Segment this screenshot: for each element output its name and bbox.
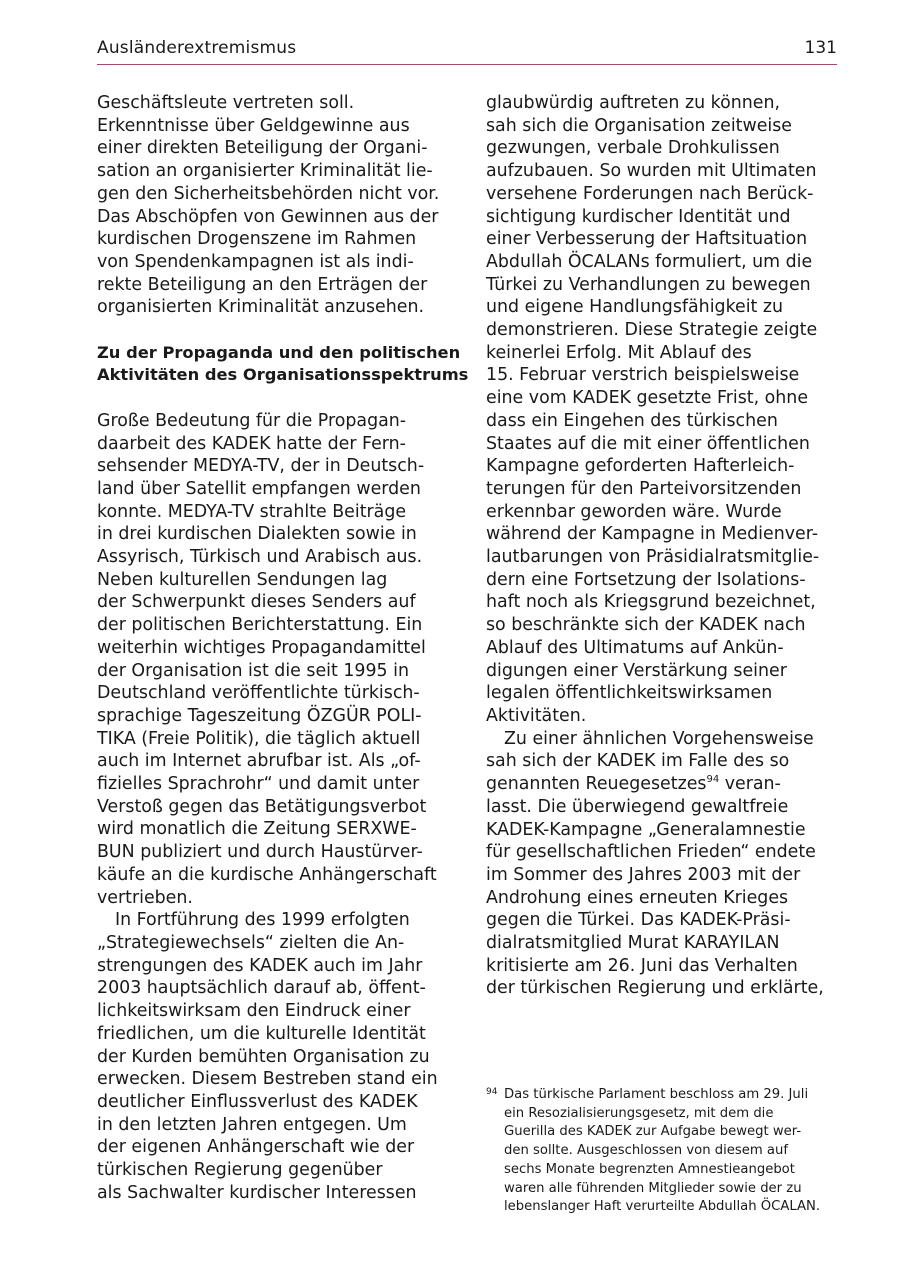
text-line: kurdischen Drogenszene im Rahmen — [97, 229, 417, 250]
text-line: KADEK-Kampagne „Generalamnestie — [486, 819, 806, 840]
footnote-line: Das türkische Parlament beschloss am 29. Juli — [504, 1087, 809, 1102]
text-line: von Spendenkampagnen ist als indi- — [97, 251, 414, 272]
text-line: als Sachwalter kurdischer Interessen — [97, 1182, 417, 1203]
text-line: sichtigung kurdischer Identität und — [486, 206, 791, 227]
text-line: erkennbar geworden wäre. Wurde — [486, 501, 782, 522]
text-line: der Kurden bemühten Organisation zu — [97, 1046, 430, 1067]
paragraph-ultimatums — [486, 92, 836, 728]
text-line: der türkischen Regierung und erklärte, — [486, 978, 824, 999]
text-line: organisierten Kriminalität anzusehen. — [97, 297, 425, 318]
text-line: Assyrisch, Türkisch und Arabisch aus. — [97, 547, 423, 568]
text-line: Neben kulturellen Sendungen lag — [97, 569, 388, 590]
text-line: legalen öffentlichkeitswirksamen — [486, 683, 773, 704]
text-line: im Sommer des Jahres 2003 mit der — [486, 864, 801, 885]
text-line: käufe an die kurdische Anhängerschaft — [97, 864, 437, 885]
text-line: so beschränkte sich der KADEK nach — [486, 615, 806, 636]
text-line: friedlichen, um die kulturelle Identität — [97, 1023, 426, 1044]
text-line: in drei kurdischen Dialekten sowie in — [97, 524, 417, 545]
text-line: Das Abschöpfen von Gewinnen aus der — [97, 206, 439, 227]
right-column — [486, 92, 836, 1000]
text-line: terungen für den Parteivorsitzenden — [486, 478, 802, 499]
text-line: sah sich die Organisation zeitweise — [486, 115, 793, 136]
text-line: dass ein Eingehen des türkischen — [486, 410, 778, 431]
text-line-with-footnote — [486, 773, 836, 796]
text-line: dern eine Fortsetzung der Isolations- — [486, 569, 806, 590]
footnote-line: lebenslanger Haft verurteilte Abdullah ÖCALAN. — [504, 1199, 821, 1215]
text-line: strengungen des KADEK auch im Jahr — [97, 955, 423, 976]
footnote-number: 94 — [486, 1087, 498, 1097]
text-line: vertrieben. — [97, 887, 193, 908]
text-line: „Strategiewechsels“ zielten die An- — [97, 932, 405, 953]
footnote-line: Guerilla des KADEK zur Aufgabe bewegt wer- — [504, 1124, 802, 1140]
paragraph-propaganda — [97, 410, 447, 909]
text-line: türkischen Regierung gegenüber — [97, 1160, 383, 1181]
paragraph-repentance-law — [486, 728, 836, 1000]
text-line: TIKA (Freie Politik), die täglich aktuell — [97, 728, 421, 749]
text-line: haft noch als Kriegsgrund bezeichnet, — [486, 592, 816, 613]
text-line: Zu einer ähnlichen Vorgehensweise — [504, 728, 814, 749]
heading-line: Zu der Propaganda und den politischen — [97, 342, 461, 362]
left-column — [97, 92, 469, 1204]
text-line: In Fortführung des 1999 erfolgten — [115, 910, 410, 931]
text-line: einer Verbesserung der Haftsituation — [486, 229, 808, 250]
text-line: Staates auf die mit einer öffentlichen — [486, 433, 810, 454]
footnote-line: sechs Monate begrenzten Amnestieangebot — [504, 1161, 795, 1177]
text-line: deutlicher Einflussverlust des KADEK — [97, 1091, 418, 1112]
text-line: der eigenen Anhängerschaft wie der — [97, 1137, 415, 1158]
paragraph-strategy-change — [97, 909, 447, 1204]
text-line: gen den Sicherheitsbehörden nicht vor. — [97, 183, 440, 204]
text-line: der Schwerpunkt dieses Senders auf — [97, 592, 416, 613]
text-line: versehene Forderungen nach Berück- — [486, 183, 814, 204]
text-line: keinerlei Erfolg. Mit Ablauf des — [486, 342, 752, 363]
text-line: in den letzten Jahren entgegen. Um — [97, 1114, 407, 1135]
text-line: sprachige Tageszeitung ÖZGÜR POLI- — [97, 705, 422, 726]
text-line: für gesellschaftlichen Frieden“ endete — [486, 842, 816, 863]
page-number: 131 — [804, 38, 837, 58]
paragraph-spacer — [97, 319, 447, 342]
text-line: land über Satellit empfangen werden — [97, 478, 421, 499]
text-line: Kampagne geforderten Hafterleich- — [486, 456, 795, 477]
text-line: lautbarungen von Präsidialratsmitglie- — [486, 547, 820, 568]
text-line: Erkenntnisse über Geldgewinne aus — [97, 115, 410, 136]
text-line: BUN publiziert und durch Haustürver- — [97, 842, 423, 863]
text-line: kritisierte am 26. Juni das Verhalten — [486, 955, 798, 976]
section-heading — [97, 342, 469, 387]
paragraph-spacer — [97, 387, 447, 410]
text-line: Aktivitäten. — [486, 705, 587, 726]
text-line: sation an organisierter Kriminalität lie- — [97, 161, 433, 182]
footnote-line: den sollte. Ausgeschlossen von diesem auf — [504, 1143, 788, 1159]
footnote-reference[interactable]: 94 — [706, 774, 720, 786]
text-line: 15. Februar verstrich beispielsweise — [486, 365, 800, 386]
text-line: Deutschland veröffentlichte türkisch- — [97, 683, 420, 704]
text-line: demonstrieren. Diese Strategie zeigte — [486, 320, 818, 341]
text-line: der Organisation ist die seit 1995 in — [97, 660, 409, 681]
text-line: während der Kampagne in Medienver- — [486, 524, 819, 545]
text-line: glaubwürdig auftreten zu können, — [486, 93, 781, 113]
footnote-line: ein Resozialisierungsgesetz, mit dem die — [504, 1105, 774, 1121]
text-line: auch im Internet abrufbar ist. Als „of- — [97, 751, 421, 772]
text-line: Verstoß gegen das Betätigungsverbot — [97, 796, 427, 817]
text-line: digungen einer Verstärkung seiner — [486, 660, 787, 681]
heading-line: Aktivitäten des Organisationsspektrums — [97, 365, 469, 385]
text-line: einer direkten Beteiligung der Organi- — [97, 138, 428, 159]
running-title: Ausländerextremismus — [97, 38, 297, 58]
footnote-line: waren alle führenden Mitglieder sowie der zu — [504, 1180, 802, 1196]
text-line: 2003 hauptsächlich darauf ab, öffent- — [97, 978, 426, 999]
text-line: wird monatlich die Zeitung SERXWE- — [97, 819, 417, 840]
text-line: Türkei zu Verhandlungen zu bewegen — [486, 274, 811, 295]
text-line: aufzubauen. So wurden mit Ultimaten — [486, 161, 817, 182]
text-line: eine vom KADEK gesetzte Frist, ohne — [486, 388, 809, 409]
text-line: gezwungen, verbale Drohkulissen — [486, 138, 780, 159]
text-line: sehsender MEDYA-TV, der in Deutsch- — [97, 456, 425, 477]
text-line: rekte Beteiligung an den Erträgen der — [97, 274, 428, 295]
text-line: Geschäftsleute vertreten soll. — [97, 93, 355, 113]
text-line: fizielles Sprachrohr“ und damit unter — [97, 774, 420, 795]
text-line: konnte. MEDYA-TV strahlte Beiträge — [97, 501, 407, 522]
text-line: und eigene Handlungsfähigkeit zu — [486, 297, 784, 318]
text-line: gegen die Türkei. Das KADEK-Präsi- — [486, 910, 791, 931]
text-line: weiterhin wichtiges Propagandamittel — [97, 637, 426, 658]
text-line: der politischen Berichterstattung. Ein — [97, 615, 423, 636]
text-line: lasst. Die überwiegend gewaltfreie — [486, 796, 789, 817]
text-line: Abdullah ÖCALANs formuliert, um die — [486, 251, 813, 272]
footnote — [486, 1086, 836, 1217]
text-line: erwecken. Diesem Bestreben stand ein — [97, 1069, 438, 1090]
text-line: dialratsmitglied Murat KARAYILAN — [486, 933, 780, 954]
running-header — [97, 36, 837, 65]
text-line: Große Bedeutung für die Propagan- — [97, 410, 407, 431]
text-line: Androhung eines erneuten Krieges — [486, 887, 789, 908]
text-line: lichkeitswirksam den Eindruck einer — [97, 1001, 411, 1022]
text-line: Ablauf des Ultimatums auf Ankün- — [486, 637, 784, 658]
text-line: daarbeit des KADEK hatte der Fern- — [97, 433, 406, 454]
text-line: sah sich der KADEK im Falle des so — [486, 751, 790, 772]
text-segment: genannten Reuegesetzes — [486, 774, 707, 795]
paragraph-drug-profits — [97, 92, 447, 319]
text-segment: veran- — [719, 774, 781, 795]
